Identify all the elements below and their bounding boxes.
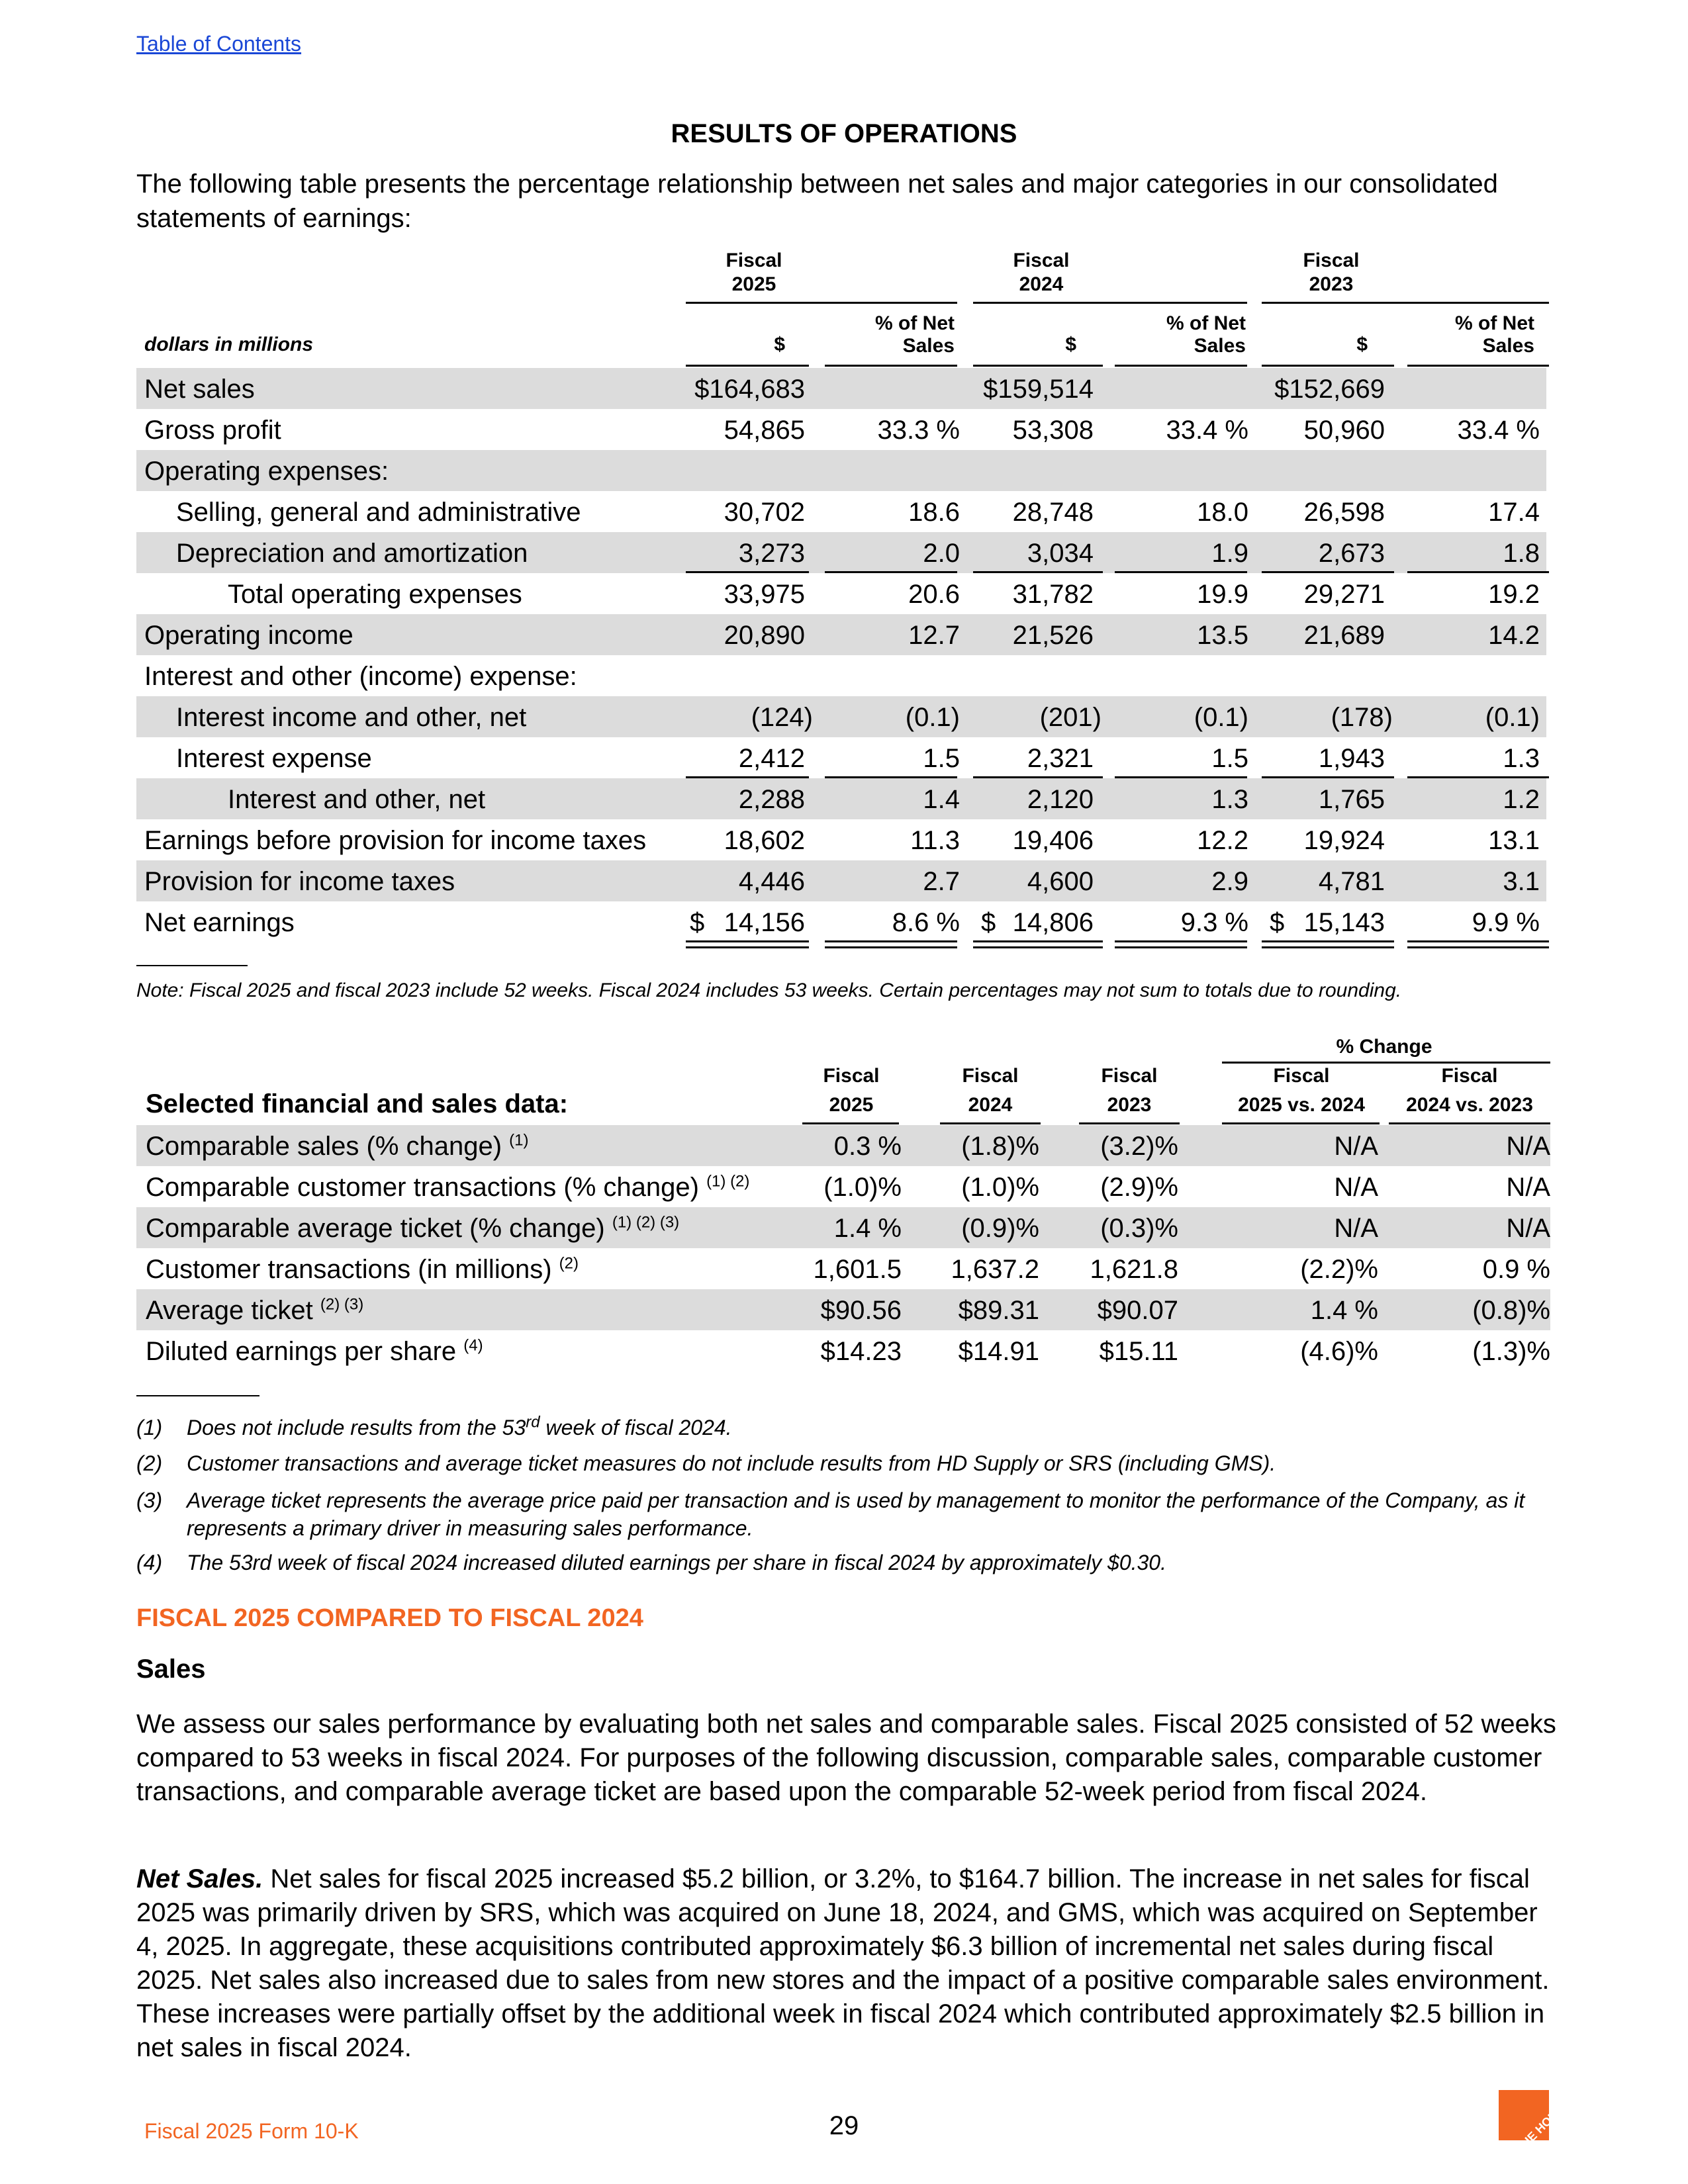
row-label: Provision for income taxes xyxy=(144,867,455,896)
cell-p25: 1.4 xyxy=(923,785,960,814)
table-row xyxy=(136,1207,1550,1248)
cell-d24: 21,526 xyxy=(1012,621,1094,650)
cell-f24: (1.8)% xyxy=(961,1132,1039,1161)
col-fiscal-2024: Fiscal 2024 xyxy=(962,1065,1019,1116)
table-row xyxy=(136,1248,1550,1289)
results-table-header xyxy=(136,249,1546,368)
cell-p25: 2.0 xyxy=(923,539,960,568)
cell-d24: $159,514 xyxy=(983,375,1094,404)
cell-d24: 4,600 xyxy=(1027,867,1094,896)
cell-p25: 20.6 xyxy=(908,580,960,609)
cell-d23: 1,943 xyxy=(1318,744,1385,773)
col-header-pct-2025: % of Net Sales xyxy=(875,312,955,357)
cell-d23: 21,689 xyxy=(1303,621,1385,650)
fiscal-header-2023: Fiscal 2023 xyxy=(1303,250,1360,295)
cell-c1: N/A xyxy=(1334,1214,1378,1243)
cell-f25: 1,601.5 xyxy=(813,1255,902,1284)
cell-f24: (0.9)% xyxy=(961,1214,1039,1243)
cell-f25: $14.23 xyxy=(820,1337,902,1366)
row-label: Customer transactions (in millions) $^{(2)}$ xyxy=(146,1254,579,1284)
cell-d25: (124) xyxy=(751,703,813,732)
cell-d23: 1,765 xyxy=(1318,785,1385,814)
cell-p23: 1.2 xyxy=(1503,785,1540,814)
table-row xyxy=(136,614,1546,655)
row-label: Interest expense xyxy=(176,744,372,773)
cell-d23: 19,924 xyxy=(1303,826,1385,855)
cell-d25: 14,156 xyxy=(724,908,805,937)
row-label: Operating income xyxy=(144,621,353,650)
table-row xyxy=(136,819,1546,860)
footnote-ref: (1) (2) xyxy=(706,1172,750,1191)
cell-p24: 2.9 xyxy=(1211,867,1248,896)
cell-f23: $15.11 xyxy=(1099,1337,1178,1366)
cell-p23: 19.2 xyxy=(1488,580,1540,609)
table-row xyxy=(136,450,1546,491)
page-title: RESULTS OF OPERATIONS xyxy=(671,119,1017,148)
cell-d23: 26,598 xyxy=(1303,498,1385,527)
footnote: (2) Customer transactions and average ticket measures do not include results from HD Supply or SRS (including GMS). xyxy=(136,1451,1276,1475)
fiscal-header-2025: Fiscal 2025 xyxy=(726,250,782,295)
row-label: Diluted earnings per share $^{(4)}$ xyxy=(146,1336,483,1366)
col-header-dollars-2023: $ xyxy=(1356,334,1368,355)
cell-f25: 1.4 % xyxy=(833,1214,902,1243)
cell-c2: N/A xyxy=(1506,1132,1550,1161)
cell-p23: 17.4 xyxy=(1488,498,1540,527)
cell-p25: 1.5 xyxy=(923,744,960,773)
cell-p25: 2.7 xyxy=(923,867,960,896)
cell-d24: 28,748 xyxy=(1012,498,1094,527)
cell-p25: 33.3 % xyxy=(877,416,960,445)
footnote-ref: (2) xyxy=(559,1254,579,1273)
cell-p24: 33.4 % xyxy=(1166,416,1248,445)
table-row xyxy=(136,655,1546,696)
cell-p24: 9.3 % xyxy=(1180,908,1248,937)
cell-p23: 9.9 % xyxy=(1472,908,1540,937)
col-header-pct-2024: % of Net Sales xyxy=(1166,312,1246,357)
cell-f24: $14.91 xyxy=(958,1337,1039,1366)
cell-p24: (0.1) xyxy=(1194,703,1248,732)
table-note: Note: Fiscal 2025 and fiscal 2023 include 52 weeks. Fiscal 2024 includes 53 weeks. Certain percentages may not sum to totals due to rounding. xyxy=(136,979,1402,1001)
row-label: Interest and other (income) expense: xyxy=(144,662,577,691)
cell-d24: 3,034 xyxy=(1027,539,1094,568)
table-row xyxy=(136,737,1546,778)
col-header-dollars-2024: $ xyxy=(1065,334,1076,355)
table-row xyxy=(136,696,1546,737)
cell-c1: N/A xyxy=(1334,1132,1378,1161)
col-header-dollars-2025: $ xyxy=(774,334,785,355)
table-row xyxy=(136,1125,1550,1166)
cell-d23: 4,781 xyxy=(1318,867,1385,896)
cell-p23: 13.1 xyxy=(1488,826,1540,855)
footnote-ref: (1) (2) (3) xyxy=(612,1213,680,1232)
row-label: Comparable customer transactions (% change) $^{(1) (2)}$ xyxy=(146,1172,750,1202)
cell-p24: 18.0 xyxy=(1197,498,1248,527)
paragraph-net-sales: Net Sales. Net sales for fiscal 2025 increased $5.2 billion, or 3.2%, to $164.7 billion. The increase in net sales for fiscal 2025 was primarily driven by SRS, which was acquired on June 18, 2024, and GMS, which was acquired on September 4, 2025. In aggregate, these acquisitions contributed approximately $6.3 billion of incremental net sales during fiscal 2025. Net sales also increased due to sales from new stores and the impact of a positive comparable sales environment. These increases were partially offset by the additional week in fiscal 2024 which contributed approximately $2.5 billion in net sales in fiscal 2024. xyxy=(136,1864,1550,2062)
separator xyxy=(136,1395,259,1396)
cell-f23: 1,621.8 xyxy=(1090,1255,1178,1284)
cell-d25: 33,975 xyxy=(724,580,805,609)
cell-d25: $164,683 xyxy=(694,375,805,404)
table-row xyxy=(136,1289,1550,1330)
footnote-ref: (1) xyxy=(509,1131,529,1150)
sub-heading: Sales xyxy=(136,1655,206,1684)
col-header-pct-2023: % of Net Sales xyxy=(1455,312,1534,357)
cell-p25: 12.7 xyxy=(908,621,960,650)
intro-paragraph: The following table presents the percentage relationship between net sales and major categories in our consolidated statements of earnings: xyxy=(136,169,1498,233)
cell-p24: 1.3 xyxy=(1211,785,1248,814)
cell-d23: 15,143 xyxy=(1303,908,1385,937)
row-label: Total operating expenses xyxy=(228,580,522,609)
table-row xyxy=(136,778,1546,819)
cell-p24: 1.9 xyxy=(1211,539,1248,568)
cell-d25: 2,412 xyxy=(738,744,805,773)
row-label: Net sales xyxy=(144,375,255,404)
dollar-sign: $ xyxy=(1270,908,1285,937)
cell-c1: N/A xyxy=(1334,1173,1378,1202)
pct-change-header: % Change xyxy=(1336,1036,1432,1058)
cell-p25: 11.3 xyxy=(910,826,960,855)
cell-p24: 12.2 xyxy=(1197,826,1248,855)
cell-f23: $90.07 xyxy=(1097,1296,1178,1325)
cell-p23: 14.2 xyxy=(1488,621,1540,650)
cell-d23: (178) xyxy=(1331,703,1393,732)
row-label: Average ticket $^{(2) (3)}$ xyxy=(146,1295,364,1325)
cell-d24: 2,120 xyxy=(1027,785,1094,814)
cell-f23: (0.3)% xyxy=(1100,1214,1178,1243)
cell-d25: 3,273 xyxy=(738,539,805,568)
cell-p23: (0.1) xyxy=(1485,703,1540,732)
row-label: Comparable average ticket (% change) $^{(1) (2) (3)}$ xyxy=(146,1213,680,1243)
cell-c2: (1.3)% xyxy=(1472,1337,1550,1366)
table-row xyxy=(136,409,1546,450)
cell-f24: (1.0)% xyxy=(961,1173,1039,1202)
cell-p25: (0.1) xyxy=(905,703,960,732)
cell-d25: 4,446 xyxy=(738,867,805,896)
cell-c1: 1.4 % xyxy=(1310,1296,1378,1325)
footnote-ref: (2) (3) xyxy=(320,1295,364,1314)
page-number: 29 xyxy=(829,2111,859,2140)
table-row xyxy=(136,860,1546,901)
row-label: Earnings before provision for income taxes xyxy=(144,826,647,855)
cell-f24: 1,637.2 xyxy=(951,1255,1039,1284)
col-fiscal-2025: Fiscal 2025 xyxy=(823,1065,880,1116)
table-row xyxy=(136,368,1546,409)
results-table xyxy=(136,249,1546,942)
row-label: Selling, general and administrative xyxy=(176,498,581,527)
cell-d24: 53,308 xyxy=(1012,416,1094,445)
cell-p24: 13.5 xyxy=(1197,621,1248,650)
cell-d24: 31,782 xyxy=(1012,580,1094,609)
dollar-sign: $ xyxy=(981,908,996,937)
cell-f23: (3.2)% xyxy=(1100,1132,1178,1161)
row-label: Net earnings xyxy=(144,908,295,937)
table-row xyxy=(136,573,1546,614)
cell-c1: (2.2)% xyxy=(1300,1255,1378,1284)
cell-d25: 2,288 xyxy=(738,785,805,814)
cell-d25: 30,702 xyxy=(724,498,805,527)
cell-d23: 29,271 xyxy=(1303,580,1385,609)
cell-d24: (201) xyxy=(1039,703,1102,732)
table-row xyxy=(136,491,1546,532)
table-row xyxy=(136,532,1546,573)
cell-c2: (0.8)% xyxy=(1472,1296,1550,1325)
cell-c1: (4.6)% xyxy=(1300,1337,1378,1366)
footnote: (3) Average ticket represents the average price paid per transaction and is used by management to monitor the performance of the Company, as it represents a primary driver in measuring sales performance. xyxy=(136,1488,1525,1540)
separator xyxy=(136,965,248,966)
cell-d24: 19,406 xyxy=(1012,826,1094,855)
col-change-2025: Fiscal 2025 vs. 2024 xyxy=(1238,1065,1365,1116)
row-label: Depreciation and amortization xyxy=(176,539,528,568)
selected-data-header xyxy=(136,1032,1550,1125)
cell-f24: $89.31 xyxy=(958,1296,1039,1325)
paragraph-sales: We assess our sales performance by evaluating both net sales and comparable sales. Fiscal 2025 consisted of 52 weeks compared to 53 weeks in fiscal 2024. For purposes of the following discussion, comparable sales, comparable customer transactions, and comparable average ticket are based upon the comparable 52-week period from fiscal 2024. xyxy=(136,1709,1556,1806)
table-row xyxy=(136,1166,1550,1207)
dollar-sign: $ xyxy=(690,908,705,937)
table-of-contents-link[interactable]: Table of Contents xyxy=(136,32,302,56)
footnote: (4) The 53rd week of fiscal 2024 increased diluted earnings per share in fiscal 2024 by approximately $0.30. xyxy=(136,1551,1166,1574)
cell-p23: 3.1 xyxy=(1503,867,1540,896)
section-heading: FISCAL 2025 COMPARED TO FISCAL 2024 xyxy=(136,1604,643,1632)
units-label: dollars in millions xyxy=(144,334,314,355)
cell-f25: $90.56 xyxy=(820,1296,902,1325)
cell-d24: 2,321 xyxy=(1027,744,1094,773)
cell-d23: 50,960 xyxy=(1303,416,1385,445)
row-label: Interest income and other, net xyxy=(176,703,527,732)
selected-data-title: Selected financial and sales data: xyxy=(146,1089,569,1118)
table-row xyxy=(136,1330,1550,1371)
row-label: Interest and other, net xyxy=(228,785,486,814)
cell-d25: 20,890 xyxy=(724,621,805,650)
selected-data-table xyxy=(136,1032,1550,1371)
row-label: Operating expenses: xyxy=(144,457,389,486)
cell-p25: 18.6 xyxy=(908,498,960,527)
cell-d23: 2,673 xyxy=(1318,539,1385,568)
footnote: (1) Does not include results from the 53rd week of fiscal 2024. xyxy=(136,1413,732,1439)
cell-c2: N/A xyxy=(1506,1173,1550,1202)
row-label: Comparable sales (% change) $^{(1)}$ xyxy=(146,1131,529,1161)
cell-p23: 1.3 xyxy=(1503,744,1540,773)
cell-d24: 14,806 xyxy=(1012,908,1094,937)
cell-d25: 54,865 xyxy=(724,416,805,445)
cell-f25: 0.3 % xyxy=(833,1132,902,1161)
cell-c2: 0.9 % xyxy=(1482,1255,1550,1284)
table-row xyxy=(136,901,1546,942)
cell-p23: 33.4 % xyxy=(1457,416,1540,445)
home-depot-logo: THE HOME DEPOT xyxy=(1499,2090,1549,2140)
cell-p24: 1.5 xyxy=(1211,744,1248,773)
cell-p25: 8.6 % xyxy=(892,908,960,937)
col-change-2024: Fiscal 2024 vs. 2023 xyxy=(1406,1065,1533,1116)
fiscal-header-2024: Fiscal 2024 xyxy=(1013,250,1070,295)
row-label: Gross profit xyxy=(144,416,281,445)
cell-d25: 18,602 xyxy=(724,826,805,855)
cell-c2: N/A xyxy=(1506,1214,1550,1243)
cell-p23: 1.8 xyxy=(1503,539,1540,568)
cell-d23: $152,669 xyxy=(1274,375,1385,404)
cell-f23: (2.9)% xyxy=(1100,1173,1178,1202)
cell-p24: 19.9 xyxy=(1197,580,1248,609)
footer-form-label: Fiscal 2025 Form 10-K xyxy=(144,2119,359,2143)
cell-f25: (1.0)% xyxy=(823,1173,902,1202)
col-fiscal-2023: Fiscal 2023 xyxy=(1101,1065,1158,1116)
footnote-ref: (4) xyxy=(463,1336,483,1355)
